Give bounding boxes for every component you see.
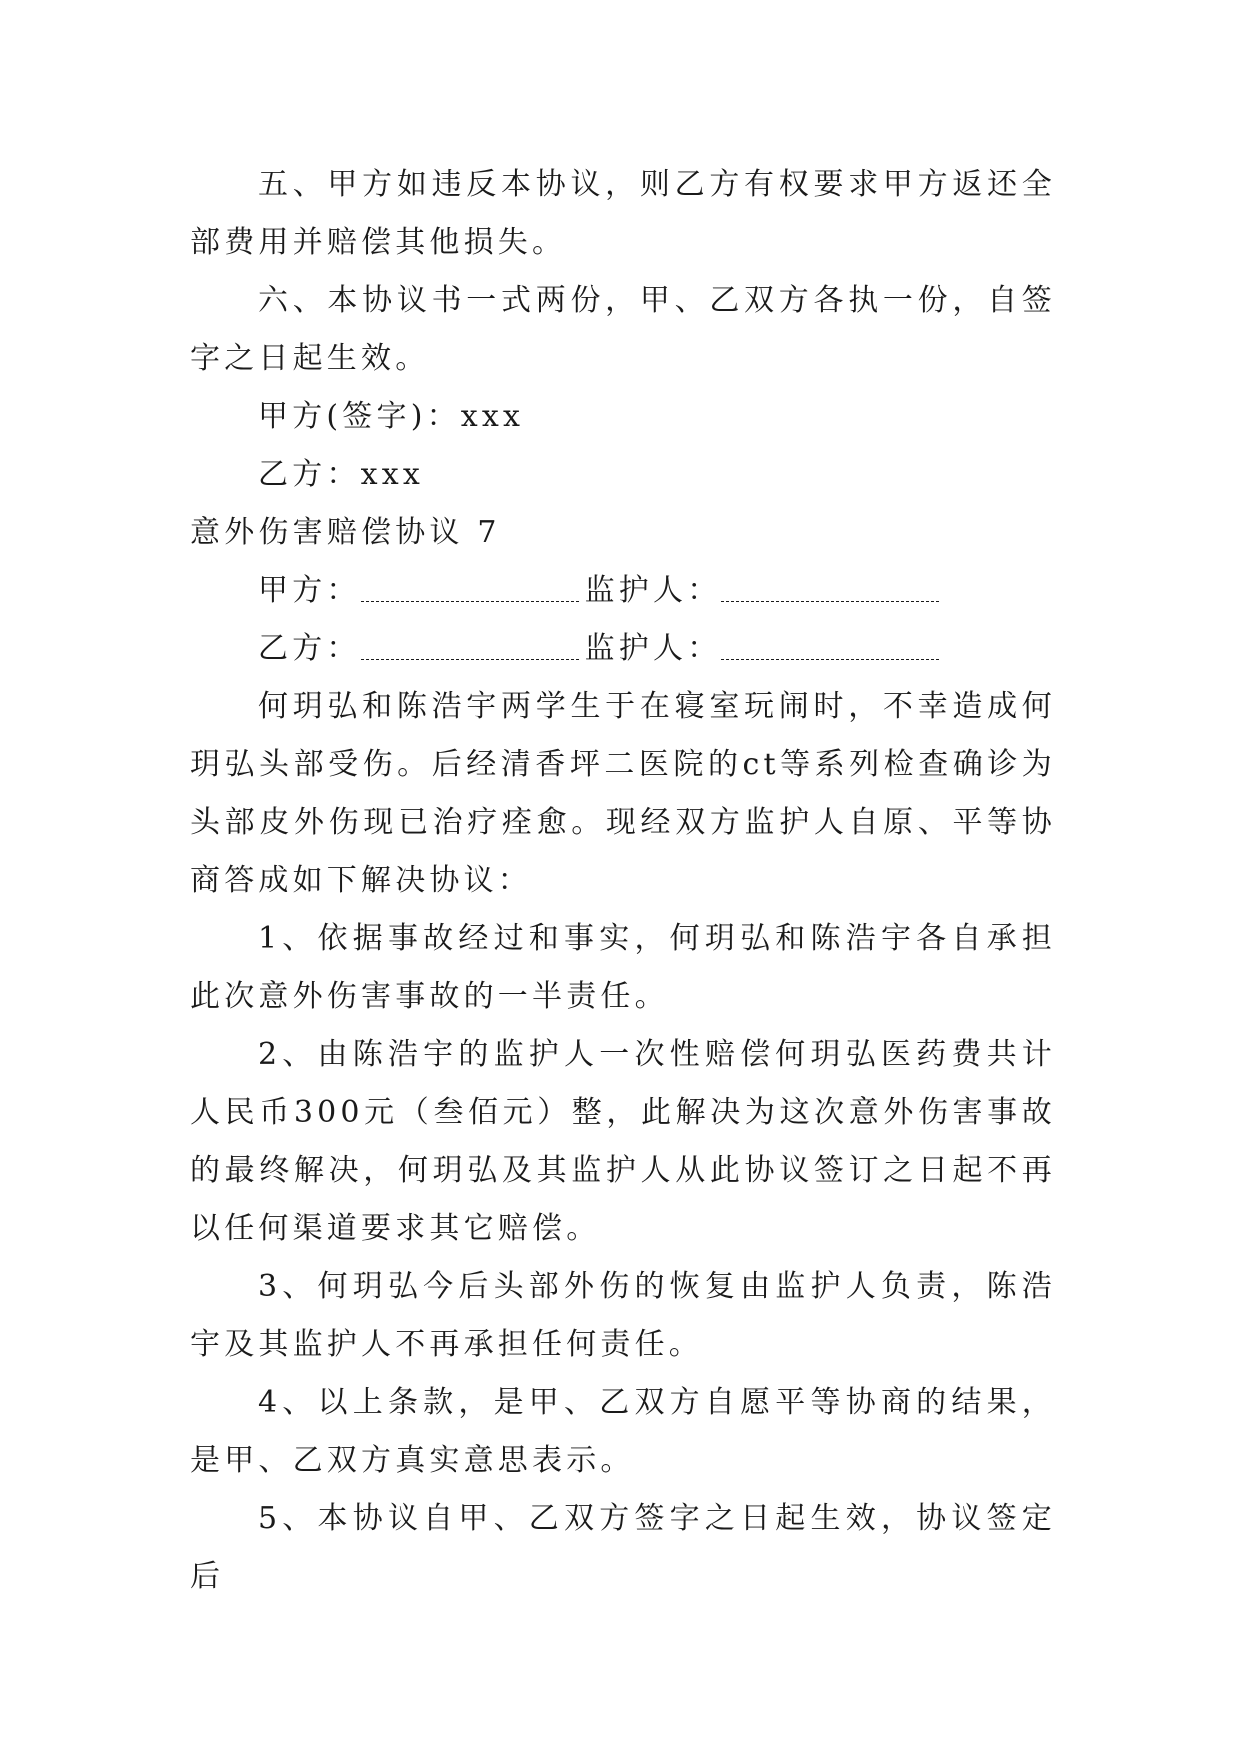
item-5: 5、本协议自甲、乙双方签字之日起生效，协议签定后 bbox=[190, 1501, 1056, 1594]
party-a-signature: 甲方(签字)：xxx bbox=[258, 399, 525, 434]
section-title: 意外伤害赔偿协议 7 bbox=[190, 515, 501, 550]
item-1: 1、依据事故经过和事实，何玥弘和陈浩宇各自承担此次意外伤害事故的一半责任。 bbox=[190, 921, 1056, 1014]
party-a-guardian-blank bbox=[721, 571, 939, 602]
intro-paragraph: 何玥弘和陈浩宇两学生于在寝室玩闹时，不幸造成何玥弘头部受伤。后经清香坪二医院的ct等系列检查确诊为头部皮外伤现已治疗痊愈。现经双方监护人自原、平等协商答成如下解决协议： bbox=[190, 689, 1056, 898]
party-a-blank bbox=[361, 571, 579, 602]
item-3: 3、何玥弘今后头部外伤的恢复由监护人负责，陈浩宇及其监护人不再承担任何责任。 bbox=[190, 1269, 1056, 1362]
party-b-guardian-label: 监护人： bbox=[584, 631, 722, 666]
party-b-label: 乙方： bbox=[258, 631, 361, 666]
party-b-guardian-blank bbox=[721, 629, 939, 660]
item-2: 2、由陈浩宇的监护人一次性赔偿何玥弘医药费共计人民币300元（叁佰元）整，此解决为这次意外伤害事故的最终解决，何玥弘及其监护人从此协议签订之日起不再以任何渠道要求其它赔偿。 bbox=[190, 1037, 1056, 1246]
party-b-form-line bbox=[190, 620, 1056, 678]
party-a-guardian-label: 监护人： bbox=[584, 573, 722, 608]
document-page bbox=[190, 156, 1056, 1606]
item-4: 4、以上条款，是甲、乙双方自愿平等协商的结果，是甲、乙双方真实意思表示。 bbox=[190, 1385, 1056, 1478]
clause-5: 五、甲方如违反本协议，则乙方有权要求甲方返还全部费用并赔偿其他损失。 bbox=[190, 167, 1056, 260]
party-a-form-line bbox=[190, 562, 1056, 620]
party-b-signature: 乙方：xxx bbox=[258, 457, 424, 492]
clause-6: 六、本协议书一式两份，甲、乙双方各执一份，自签字之日起生效。 bbox=[190, 283, 1056, 376]
party-a-label: 甲方： bbox=[258, 573, 361, 608]
party-b-blank bbox=[361, 629, 579, 660]
